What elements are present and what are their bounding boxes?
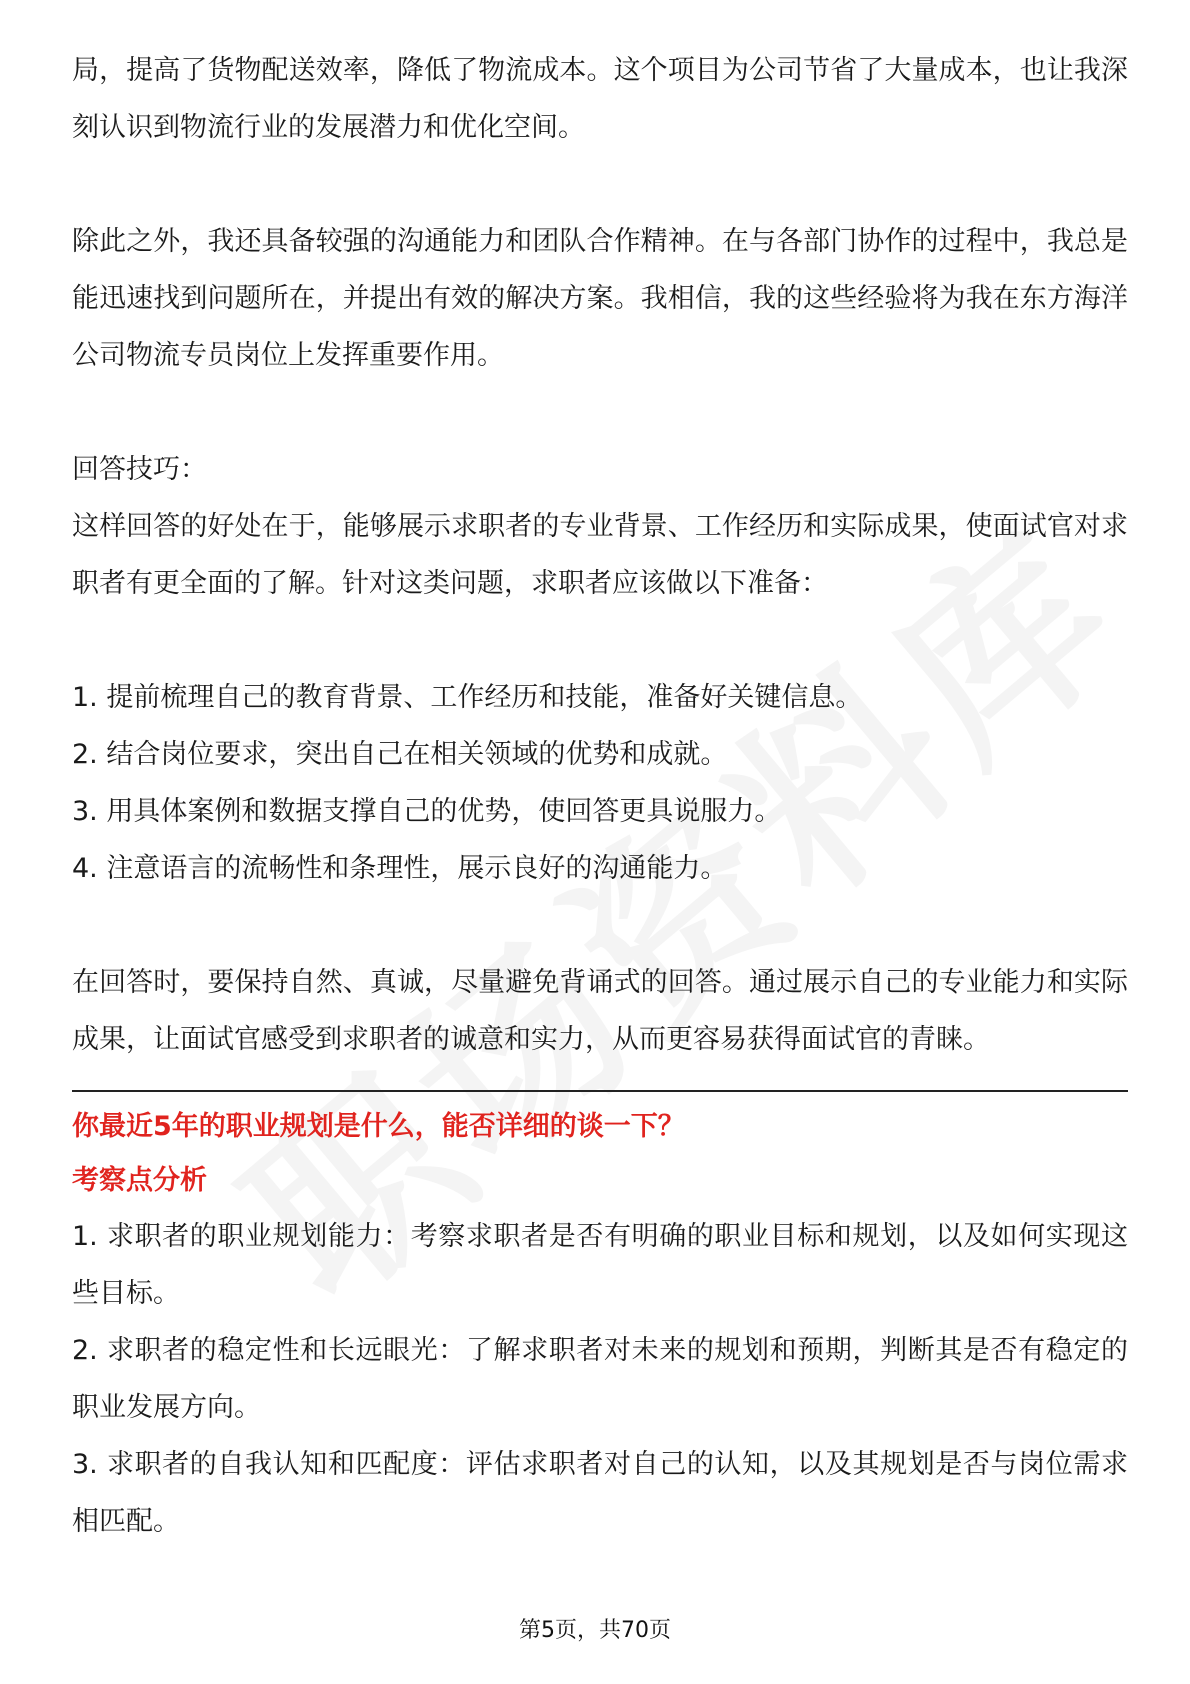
analysis-point: 1. 求职者的职业规划能力：考察求职者是否有明确的职业目标和规划，以及如何实现这些目标。: [72, 1221, 1128, 1309]
spacer: [72, 384, 1128, 441]
paragraph-closing: 在回答时，要保持自然、真诚，尽量避免背诵式的回答。通过展示自己的专业能力和实际成果，让面试官感受到求职者的诚意和实力，从而更容易获得面试官的青睐。: [72, 967, 1128, 1055]
tips-label: 回答技巧：: [72, 454, 207, 485]
list-item: 4. 注意语言的流畅性和条理性，展示良好的沟通能力。: [72, 853, 728, 884]
section-divider: [72, 1090, 1128, 1092]
paragraph-project-result: 局，提高了货物配送效率，降低了物流成本。这个项目为公司节省了大量成本，也让我深刻认识到物流行业的发展潜力和优化空间。: [72, 55, 1128, 143]
tips-list: [72, 669, 1128, 897]
question-title: 你最近5年的职业规划是什么，能否详细的谈一下？: [72, 1111, 685, 1142]
analysis-heading: 考察点分析: [72, 1165, 207, 1196]
list-item: 1. 提前梳理自己的教育背景、工作经历和技能，准备好关键信息。: [72, 682, 863, 713]
list-item: 2. 结合岗位要求，突出自己在相关领域的优势和成就。: [72, 739, 728, 770]
document-body: [72, 42, 1128, 1550]
spacer: [72, 897, 1128, 954]
tips-intro: 这样回答的好处在于，能够展示求职者的专业背景、工作经历和实际成果，使面试官对求职者有更全面的了解。针对这类问题，求职者应该做以下准备：: [72, 511, 1128, 599]
page-indicator: 第5页，共70页: [519, 1618, 671, 1643]
spacer: [72, 612, 1128, 669]
paragraph-communication: 除此之外，我还具备较强的沟通能力和团队合作精神。在与各部门协作的过程中，我总是能迅速找到问题所在，并提出有效的解决方案。我相信，我的这些经验将为我在东方海洋公司物流专员岗位上发挥重要作用。: [72, 226, 1128, 371]
list-item: 3. 用具体案例和数据支撑自己的优势，使回答更具说服力。: [72, 796, 782, 827]
analysis-point: 2. 求职者的稳定性和长远眼光：了解求职者对未来的规划和预期，判断其是否有稳定的职业发展方向。: [72, 1335, 1128, 1423]
analysis-point: 3. 求职者的自我认知和匹配度：评估求职者对自己的认知，以及其规划是否与岗位需求相匹配。: [72, 1449, 1128, 1537]
spacer: [72, 156, 1128, 213]
